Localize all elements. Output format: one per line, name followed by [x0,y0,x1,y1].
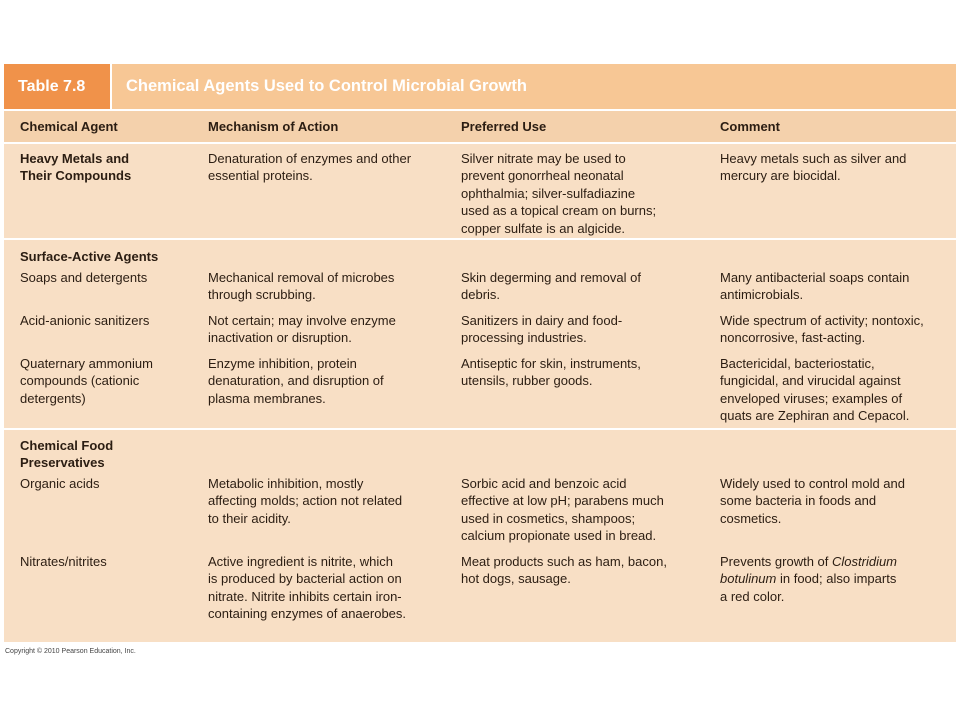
table-number-tab [4,64,112,109]
section-surface-active: Surface-Active Agents [20,249,159,264]
comment-quaternary-ammonium: Bactericidal, bacteriostatic, fungicidal, and virucidal against enveloped viruses; examples of quats are Zephiran and Cepacol. [720,356,910,424]
comment-heavy-metals: Heavy metals such as silver and mercury are biocidal. [720,151,907,184]
agent-heavy-metals: Heavy Metals and Their Compounds [20,151,132,184]
mechanism-quaternary-ammonium: Enzyme inhibition, protein denaturation, and disruption of plasma membranes. [208,356,384,406]
comment-nitrates-nitrites [720,553,897,605]
mechanism-nitrates-nitrites: Active ingredient is nitrite, which is produced by bacterial action on nitrate. Nitrite inhibits certain iron- containing enzymes of anaerobes. [208,554,407,622]
use-quaternary-ammonium: Antiseptic for skin, instruments, utensils, rubber goods. [461,356,641,389]
comment-soaps: Many antibacterial soaps contain antimicrobials. [720,270,910,303]
use-heavy-metals: Silver nitrate may be used to prevent gonorrheal neonatal ophthalmia; silver-sulfadiazine used as a topical cream on burns; copper sulfate is an algicide. [461,151,657,236]
table-title: Chemical Agents Used to Control Microbial Growth [126,77,527,95]
agent-soaps: Soaps and detergents [20,270,148,285]
table-number: Table 7.8 [18,77,86,95]
mechanism-soaps: Mechanical removal of microbes through scrubbing. [208,270,395,303]
use-soaps: Skin degerming and removal of debris. [461,270,641,303]
comment-acid-anionic: Wide spectrum of activity; nontoxic, noncorrosive, fast-acting. [720,313,924,346]
use-organic-acids: Sorbic acid and benzoic acid effective at low pH; parabens much used in cosmetics, shampoos; calcium propionate used in bread. [461,476,664,544]
comment-organic-acids: Widely used to control mold and some bacteria in foods and cosmetics. [720,476,905,526]
comment-text: Prevents growth of [720,554,832,569]
use-nitrates-nitrites: Meat products such as ham, bacon, hot dogs, sausage. [461,554,667,587]
header-mechanism: Mechanism of Action [208,119,339,134]
section-food-preservatives: Chemical Food Preservatives [20,438,114,471]
table-panel [4,64,956,642]
comment-text: in food; also imparts a red color. [720,571,897,604]
header-comment: Comment [720,119,780,134]
mechanism-acid-anionic: Not certain; may involve enzyme inactivation or disruption. [208,313,396,346]
agent-quaternary-ammonium: Quaternary ammonium compounds (cationic detergents) [20,356,153,406]
agent-nitrates-nitrites: Nitrates/nitrites [20,554,107,569]
mechanism-heavy-metals: Denaturation of enzymes and other essential proteins. [208,151,412,184]
section-divider [4,428,956,430]
section-divider [4,238,956,240]
header-row [4,111,956,144]
agent-acid-anionic: Acid-anionic sanitizers [20,313,150,328]
use-acid-anionic: Sanitizers in dairy and food- processing industries. [461,313,623,346]
header-chemical-agent: Chemical Agent [20,119,118,134]
agent-organic-acids: Organic acids [20,476,100,491]
copyright-notice: Copyright © 2010 Pearson Education, Inc. [5,648,136,655]
header-preferred-use: Preferred Use [461,119,547,134]
title-bar [4,64,956,111]
mechanism-organic-acids: Metabolic inhibition, mostly affecting molds; action not related to their acidity. [208,476,403,526]
comment-organism-name: Clostridium botulinum [720,554,898,587]
